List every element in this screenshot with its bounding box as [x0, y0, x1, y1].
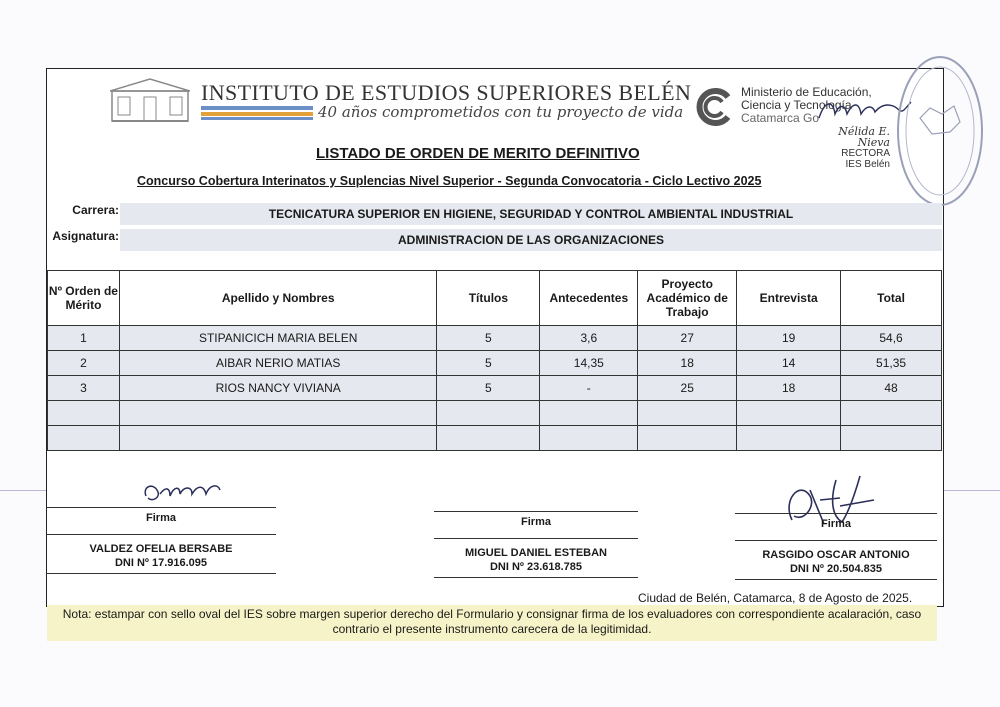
cell-antecedentes: 3,6 [540, 326, 638, 351]
place-date: Ciudad de Belén, Catamarca, 8 de Agosto de 2025. [638, 591, 913, 605]
cell-proyecto [638, 401, 737, 426]
cell-orden: 1 [48, 326, 120, 351]
cell-proyecto: 18 [638, 351, 737, 376]
rector-title: RECTORA [841, 148, 890, 159]
evaluator-2-dni: DNI Nº 23.618.785 [434, 559, 638, 578]
ministry-line2: Ciencia y Tecnología [741, 98, 852, 112]
evaluator-1-firma-label: Firma [46, 507, 276, 534]
cell-antecedentes [540, 401, 638, 426]
cell-proyecto [638, 426, 737, 451]
ministry-line3: Catamarca Go [741, 111, 820, 125]
col-header-nombre: Apellido y Nombres [119, 271, 437, 326]
col-header-orden: Nº Orden de Mérito [48, 271, 120, 326]
evaluator-1-block [46, 507, 276, 574]
cell-entrevista [737, 426, 841, 451]
cell-orden: 3 [48, 376, 120, 401]
cell-nombre: AIBAR NERIO MATIAS [119, 351, 437, 376]
cell-entrevista: 14 [737, 351, 841, 376]
cell-orden [48, 401, 120, 426]
oval-seal [880, 48, 986, 214]
evaluator-3-block [735, 513, 937, 580]
cell-antecedentes: - [540, 376, 638, 401]
rector-org: IES Belén [845, 159, 890, 170]
col-header-total: Total [841, 271, 942, 326]
cell-antecedentes [540, 426, 638, 451]
institute-slogan: 40 años comprometidos con tu proyecto de vida [318, 103, 684, 121]
footer-note: Nota: estampar con sello oval del IES sobre margen superior derecho del Formulario y consignar firma de los evaluadores con correspondiente acalaración, caso contrario el presente instrumento carecera de la legitimidad. [47, 605, 937, 641]
evaluator-1-dni: DNI Nº 17.916.095 [46, 555, 276, 574]
asignatura-label: Asignatura: [52, 229, 119, 243]
cell-total: 51,35 [841, 351, 942, 376]
col-header-titulos: Títulos [437, 271, 540, 326]
evaluator-3-firma-label: Firma [735, 513, 937, 540]
cell-titulos: 5 [437, 376, 540, 401]
evaluator-3-name: RASGIDO OSCAR ANTONIO [735, 540, 937, 561]
ministry-logo-icon [694, 87, 734, 127]
evaluator-2-block [434, 511, 638, 578]
merit-table [47, 270, 942, 451]
cell-titulos: 5 [437, 326, 540, 351]
cell-orden [48, 426, 120, 451]
cell-proyecto: 25 [638, 376, 737, 401]
evaluator-1-signature [140, 476, 230, 508]
institute-color-bar [201, 106, 313, 120]
document-title: LISTADO DE ORDEN DE MERITO DEFINITIVO [316, 145, 640, 162]
document-subtitle: Concurso Cobertura Interinatos y Suplencias Nivel Superior - Segunda Convocatoria - Ciclo Lectivo 2025 [137, 174, 762, 188]
cell-proyecto: 27 [638, 326, 737, 351]
rector-name: Nélida E. Nieva [838, 125, 890, 149]
cell-titulos [437, 426, 540, 451]
cell-total [841, 426, 942, 451]
building-logo-icon [110, 77, 190, 123]
cell-total [841, 401, 942, 426]
cell-orden: 2 [48, 351, 120, 376]
cell-titulos [437, 401, 540, 426]
evaluator-1-name: VALDEZ OFELIA BERSABE [46, 534, 276, 555]
carrera-value: TECNICATURA SUPERIOR EN HIGIENE, SEGURIDAD Y CONTROL AMBIENTAL INDUSTRIAL [120, 203, 942, 225]
col-header-antecedentes: Antecedentes [540, 271, 638, 326]
institute-name: INSTITUTO DE ESTUDIOS SUPERIORES BELÉN [201, 80, 692, 105]
evaluator-2-name: MIGUEL DANIEL ESTEBAN [434, 538, 638, 559]
table-row [48, 351, 942, 376]
cell-total: 54,6 [841, 326, 942, 351]
cell-total: 48 [841, 376, 942, 401]
cell-nombre [119, 401, 437, 426]
col-header-entrevista: Entrevista [737, 271, 841, 326]
cell-titulos: 5 [437, 351, 540, 376]
cell-nombre: STIPANICICH MARIA BELEN [119, 326, 437, 351]
cell-entrevista: 19 [737, 326, 841, 351]
cell-entrevista [737, 401, 841, 426]
carrera-label: Carrera: [72, 203, 119, 217]
evaluator-3-dni: DNI Nº 20.504.835 [735, 561, 937, 580]
cell-antecedentes: 14,35 [540, 351, 638, 376]
evaluator-2-firma-label: Firma [434, 511, 638, 538]
col-header-proyecto: Proyecto Académico de Trabajo [638, 271, 737, 326]
table-row [48, 426, 942, 451]
ministry-line1: Ministerio de Educación, [741, 85, 872, 99]
cell-nombre: RIOS NANCY VIVIANA [119, 376, 437, 401]
table-row [48, 326, 942, 351]
asignatura-value: ADMINISTRACION DE LAS ORGANIZACIONES [120, 229, 942, 251]
table-row [48, 401, 942, 426]
cell-entrevista: 18 [737, 376, 841, 401]
table-header-row [48, 271, 942, 326]
cell-nombre [119, 426, 437, 451]
table-row [48, 376, 942, 401]
